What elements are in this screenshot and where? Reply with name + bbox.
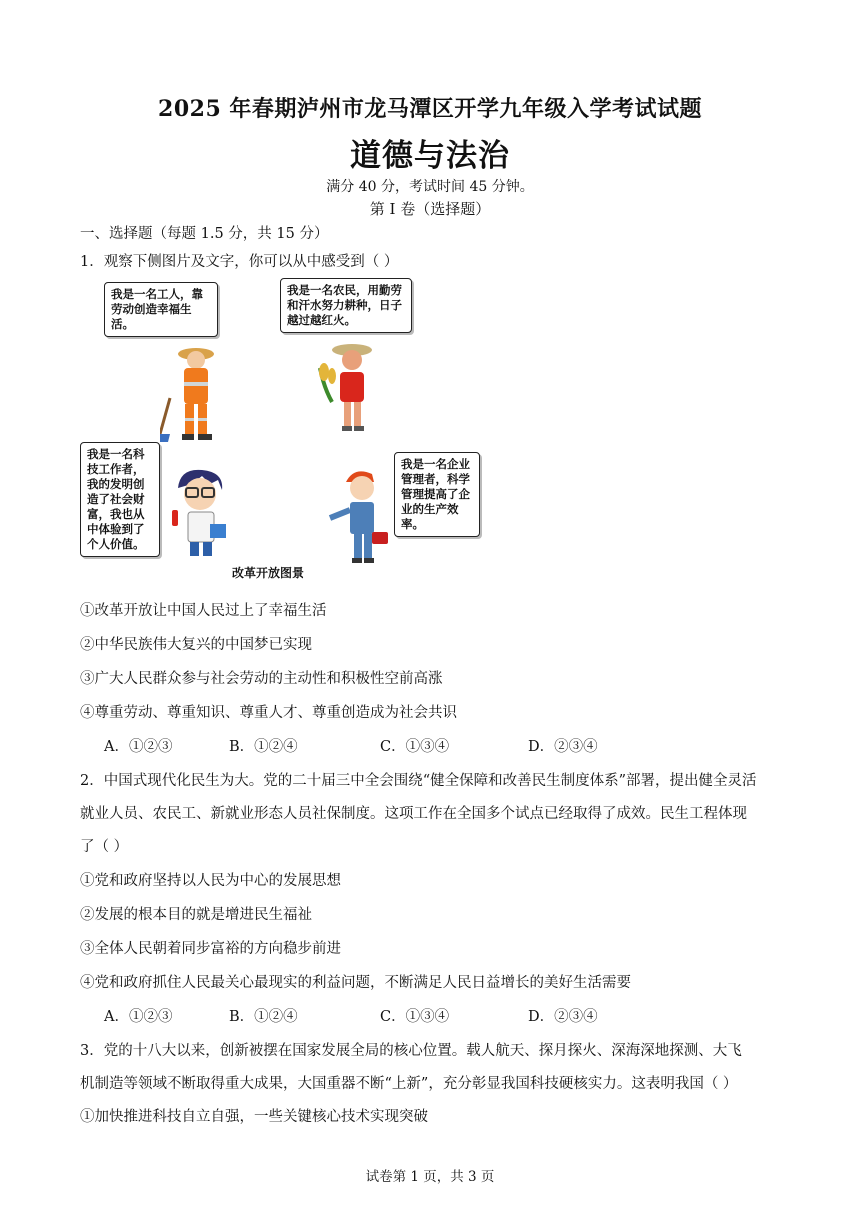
worker-figure-icon: [160, 338, 232, 444]
scientist-figure-icon: [166, 466, 236, 562]
farmer-figure-icon: [312, 338, 388, 438]
q1-item-2: ②中华民族伟大复兴的中国梦已实现: [80, 637, 312, 653]
q2-option-c: C．①③④: [380, 1009, 450, 1025]
question-3-stem-line-2: 机制造等领域不断取得重大成果，大国重器不断“上新”，充分彰显我国科技硬核实力。这表明我国（ ）: [80, 1076, 738, 1092]
exam-title: 2025 年春期泸州市龙马潭区开学九年级入学考试试题: [158, 96, 702, 122]
page-footer: 试卷第 1 页，共 3 页: [365, 1169, 495, 1185]
q2-option-d: D．②③④: [528, 1009, 598, 1025]
q2-item-3: ③全体人民朝着同步富裕的方向稳步前进: [80, 941, 341, 957]
q1-item-1: ①改革开放让中国人民过上了幸福生活: [80, 603, 327, 619]
q2-option-a: A．①②③: [104, 1009, 173, 1025]
section-heading: 一、选择题（每题 1.5 分，共 15 分）: [80, 226, 329, 242]
farmer-speech-bubble: 我是一名农民，用勤劳和汗水努力耕种，日子越过越红火。: [280, 278, 412, 333]
q1-option-a: A．①②③: [104, 739, 173, 755]
q2-item-1: ①党和政府坚持以人民为中心的发展思想: [80, 873, 341, 889]
figure-caption: 改革开放图景: [232, 566, 305, 580]
question-2-stem-line-2: 就业人员、农民工、新就业形态人员社保制度。这项工作在全国多个试点已经取得了成效。民生工程体现: [80, 806, 747, 822]
exam-meta: 满分 40 分，考试时间 45 分钟。: [326, 179, 534, 195]
question-1-stem: 1．观察下侧图片及文字，你可以从中感受到（ ）: [80, 254, 399, 270]
question-2-stem-line-1: 2．中国式现代化民生为大。党的二十届三中全会围绕“健全保障和改善民生制度体系”部署，提出健全灵活: [80, 773, 757, 789]
manager-speech-bubble: 我是一名企业管理者，科学管理提高了企业的生产效率。: [394, 452, 480, 537]
q1-option-c: C．①③④: [380, 739, 450, 755]
q2-item-2: ②发展的根本目的就是增进民生福祉: [80, 907, 312, 923]
subject-title: 道德与法治: [350, 138, 510, 174]
q1-item-3: ③广大人民群众参与社会劳动的主动性和积极性空前高涨: [80, 671, 443, 687]
scientist-speech-bubble: 我是一名科技工作者，我的发明创造了社会财富，我也从中体验到了个人价值。: [80, 442, 160, 557]
volume-heading: 第 I 卷（选择题）: [369, 200, 491, 218]
q2-option-b: B．①②④: [229, 1009, 298, 1025]
q2-item-4: ④党和政府抓住人民最关心最现实的利益问题，不断满足人民日益增长的美好生活需要: [80, 975, 631, 991]
q1-option-d: D．②③④: [528, 739, 598, 755]
worker-speech-bubble: 我是一名工人，靠劳动创造幸福生活。: [104, 282, 218, 337]
question-3-stem-line-1: 3．党的十八大以来，创新被摆在国家发展全局的核心位置。载人航天、探月探火、深海深地探测、大飞: [80, 1043, 742, 1059]
q1-option-b: B．①②④: [229, 739, 298, 755]
q3-item-1: ①加快推进科技自立自强，一些关键核心技术实现突破: [80, 1109, 428, 1125]
manager-figure-icon: [324, 466, 400, 566]
reform-opening-figure: [76, 276, 488, 582]
question-2-stem-line-3: 了（ ）: [80, 839, 129, 855]
q1-item-4: ④尊重劳动、尊重知识、尊重人才、尊重创造成为社会共识: [80, 705, 457, 721]
